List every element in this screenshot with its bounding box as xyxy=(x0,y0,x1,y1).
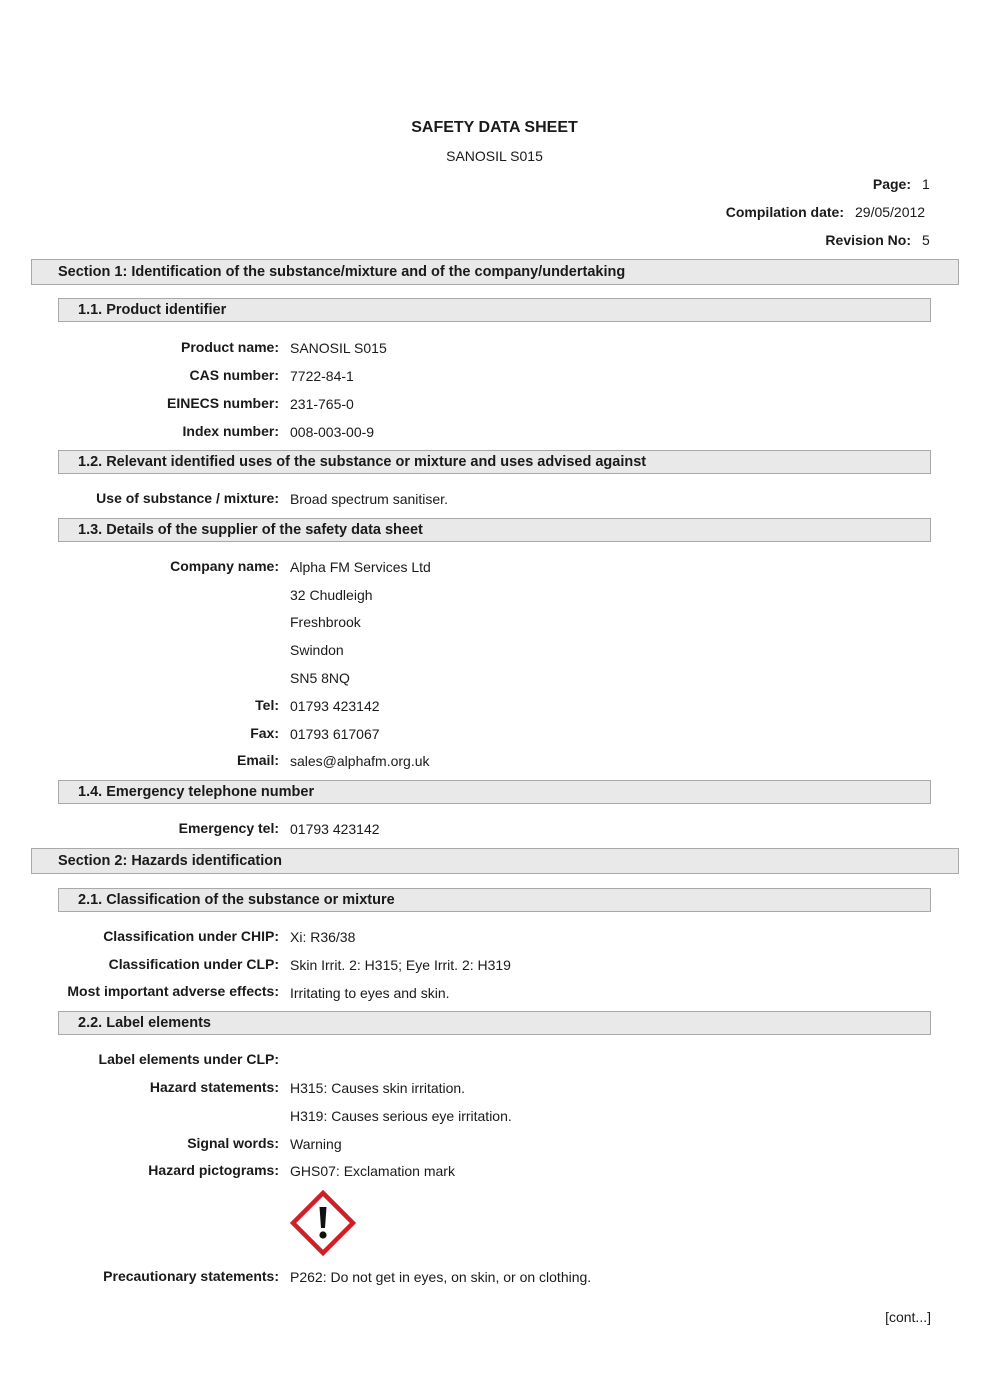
page-label: Page: xyxy=(872,176,911,192)
email-value: sales@alphafm.org.uk xyxy=(290,753,430,769)
cas-number-label: CAS number: xyxy=(189,367,279,383)
company-name-label: Company name: xyxy=(170,558,279,574)
tel-label: Tel: xyxy=(255,697,279,713)
address-line-area: Freshbrook xyxy=(290,614,361,630)
emergency-tel-label: Emergency tel: xyxy=(178,820,279,836)
page-value: 1 xyxy=(922,176,930,192)
compilation-date-value: 29/05/2012 xyxy=(855,204,926,220)
hazard-pictogram-value: GHS07: Exclamation mark xyxy=(290,1163,455,1179)
cas-number-value: 7722-84-1 xyxy=(290,368,354,384)
hazard-statement-h319: H319: Causes serious eye irritation. xyxy=(290,1108,512,1124)
exclamation-mark-icon xyxy=(290,1190,356,1256)
clp-classification-label: Classification under CLP: xyxy=(108,956,279,972)
subsection-1-4-title: 1.4. Emergency telephone number xyxy=(78,784,315,800)
adverse-effects-value: Irritating to eyes and skin. xyxy=(290,985,450,1001)
subsection-1-3-title: 1.3. Details of the supplier of the safety data sheet xyxy=(78,522,423,538)
subsection-1-2-header xyxy=(58,450,931,474)
company-name-value: Alpha FM Services Ltd xyxy=(290,559,431,575)
precautionary-statement-p262: P262: Do not get in eyes, on skin, or on clothing. xyxy=(290,1269,592,1285)
section-1-title: Section 1: Identification of the substance/mixture and of the company/undertaking xyxy=(58,264,626,280)
fax-value: 01793 617067 xyxy=(290,726,380,742)
subsection-1-3-header xyxy=(58,518,931,542)
einecs-number-label: EINECS number: xyxy=(166,395,279,411)
subsection-1-4-header xyxy=(58,780,931,804)
subsection-1-1-title: 1.1. Product identifier xyxy=(78,302,227,318)
signal-words-value: Warning xyxy=(290,1136,342,1152)
emergency-tel-value: 01793 423142 xyxy=(290,821,380,837)
subsection-2-1-header xyxy=(58,888,931,912)
subsection-1-2-title: 1.2. Relevant identified uses of the substance or mixture and uses advised against xyxy=(78,454,647,470)
revision-label: Revision No: xyxy=(825,232,911,248)
hazard-pictograms-label: Hazard pictograms: xyxy=(148,1162,279,1178)
address-line-postcode: SN5 8NQ xyxy=(290,670,350,686)
label-elements-clp-label: Label elements under CLP: xyxy=(98,1051,279,1067)
email-label: Email: xyxy=(236,752,279,768)
continued-marker: [cont...] xyxy=(885,1309,931,1325)
subsection-1-1-header xyxy=(58,298,931,322)
subsection-2-2-title: 2.2. Label elements xyxy=(78,1015,211,1031)
revision-value: 5 xyxy=(922,232,930,248)
signal-words-label: Signal words: xyxy=(187,1135,279,1151)
section-1-header xyxy=(31,259,959,285)
precautionary-statements-label: Precautionary statements: xyxy=(103,1268,279,1284)
address-line-town: Swindon xyxy=(290,642,344,658)
einecs-number-value: 231-765-0 xyxy=(290,396,354,412)
product-name-label: Product name: xyxy=(180,339,279,355)
chip-classification-label: Classification under CHIP: xyxy=(103,928,279,944)
hazard-statement-h315: H315: Causes skin irritation. xyxy=(290,1080,466,1096)
compilation-date-label: Compilation date: xyxy=(725,204,844,220)
product-subtitle: SANOSIL S015 xyxy=(446,148,543,164)
index-number-label: Index number: xyxy=(182,423,279,439)
product-name-value: SANOSIL S015 xyxy=(290,340,387,356)
hazard-statements-label: Hazard statements: xyxy=(149,1079,279,1095)
chip-classification-value: Xi: R36/38 xyxy=(290,929,356,945)
use-of-substance-value: Broad spectrum sanitiser. xyxy=(290,491,448,507)
index-number-value: 008-003-00-9 xyxy=(290,424,375,440)
document-title: SAFETY DATA SHEET xyxy=(411,119,578,136)
section-2-title: Section 2: Hazards identification xyxy=(58,853,282,869)
adverse-effects-label: Most important adverse effects: xyxy=(67,983,279,999)
use-of-substance-label: Use of substance / mixture: xyxy=(96,490,279,506)
section-2-header xyxy=(31,848,959,874)
subsection-2-1-title: 2.1. Classification of the substance or mixture xyxy=(78,892,395,908)
subsection-2-2-header xyxy=(58,1011,931,1035)
fax-label: Fax: xyxy=(250,725,279,741)
address-line-street: 32 Chudleigh xyxy=(290,587,373,603)
tel-value: 01793 423142 xyxy=(290,698,380,714)
clp-classification-value: Skin Irrit. 2: H315; Eye Irrit. 2: H319 xyxy=(290,957,511,973)
